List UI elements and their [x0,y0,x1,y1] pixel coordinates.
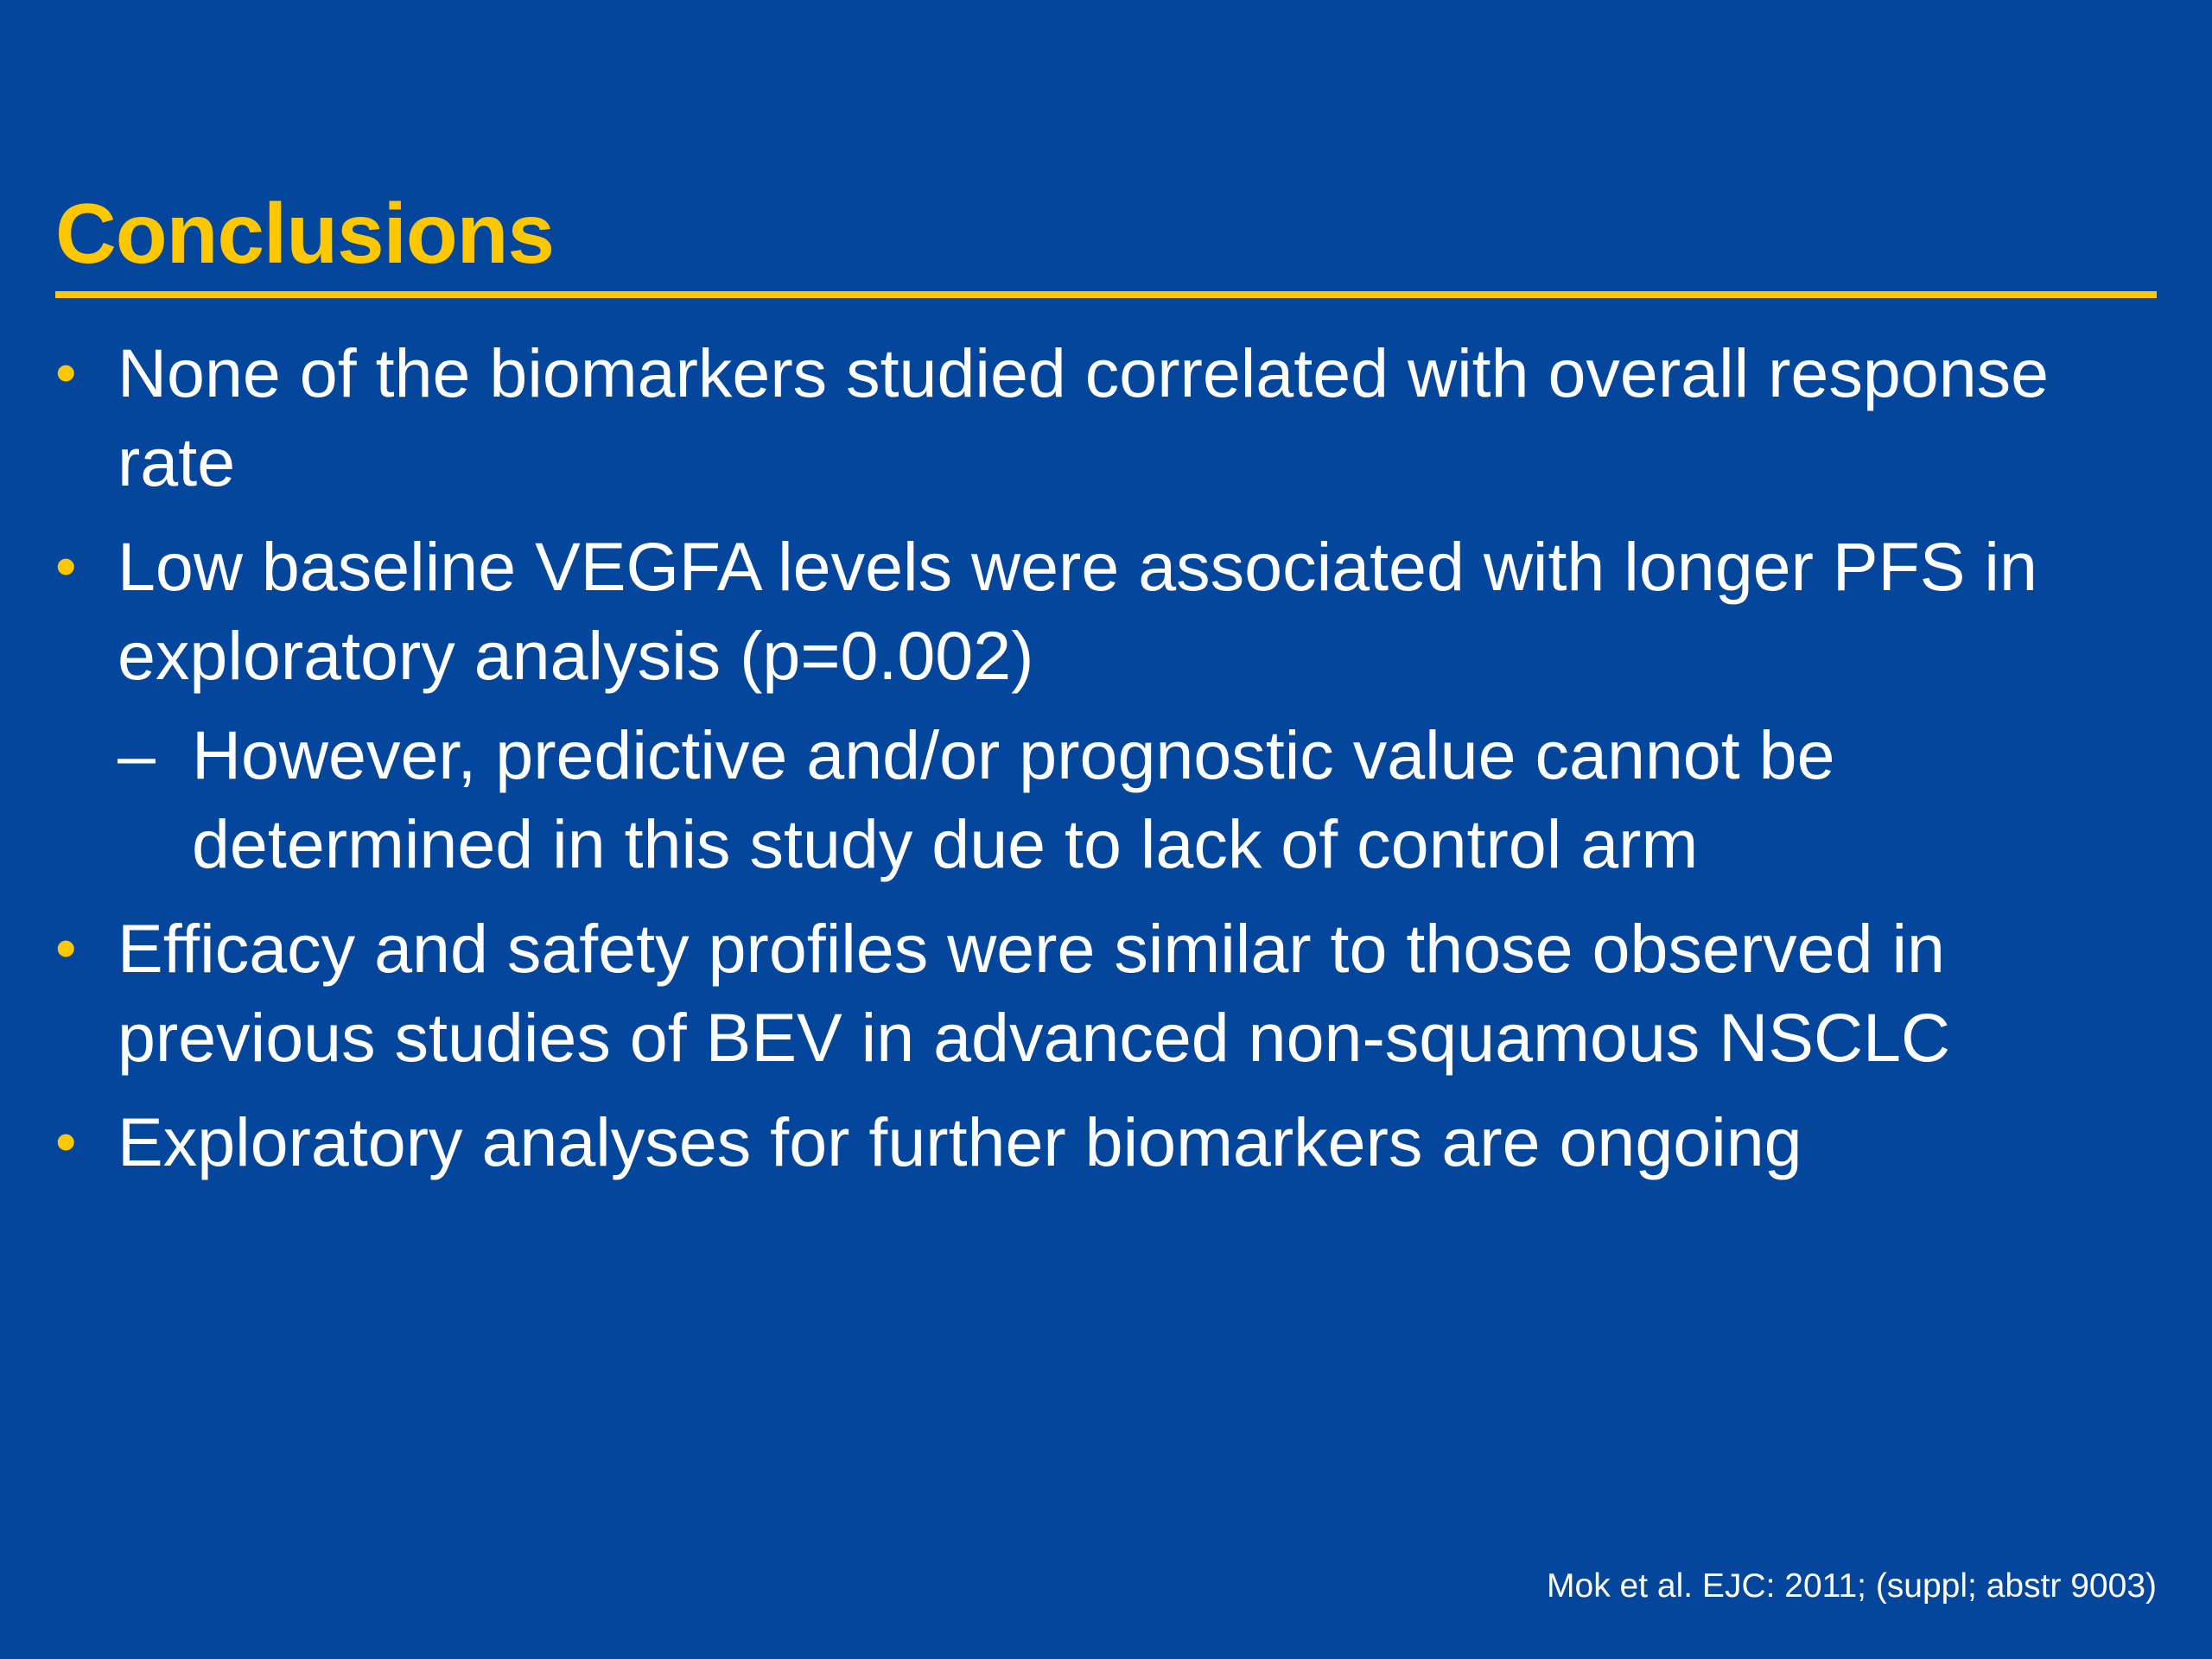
bullet-item [55,328,2164,506]
title-underline [55,291,2157,298]
bullet-text: Exploratory analyses for further biomarkers are ongoing [118,1103,1802,1180]
bullet-item [55,522,2164,700]
bullet-text: Low baseline VEGFA levels were associated with longer PFS in exploratory analysis (p=0.002) [118,528,2037,694]
bullet-marker-icon: • [55,339,77,406]
sub-bullet-text: However, predictive and/or prognostic value cannot be determined in this study due to lack of control arm [192,716,1835,882]
citation: Mok et al. EJC: 2011; (suppl; abstr 9003) [1547,1567,2157,1605]
bullet-marker-icon: • [55,914,77,982]
bullet-text: None of the biomarkers studied correlated with overall response rate [118,334,2050,500]
bullet-marker-icon: • [55,1108,77,1175]
bullet-item [55,1097,2164,1186]
bullet-item [55,904,2164,1082]
slide-title: Conclusions [55,186,555,281]
dash-marker-icon: – [118,716,156,793]
bullet-text: Efficacy and safety profiles were similar to those observed in previous studies of BEV in advanced non-squamous NSCLC [118,910,1951,1076]
bullet-list [55,328,2164,1202]
bullet-marker-icon: • [55,532,77,600]
sub-bullet-item [55,710,2164,888]
